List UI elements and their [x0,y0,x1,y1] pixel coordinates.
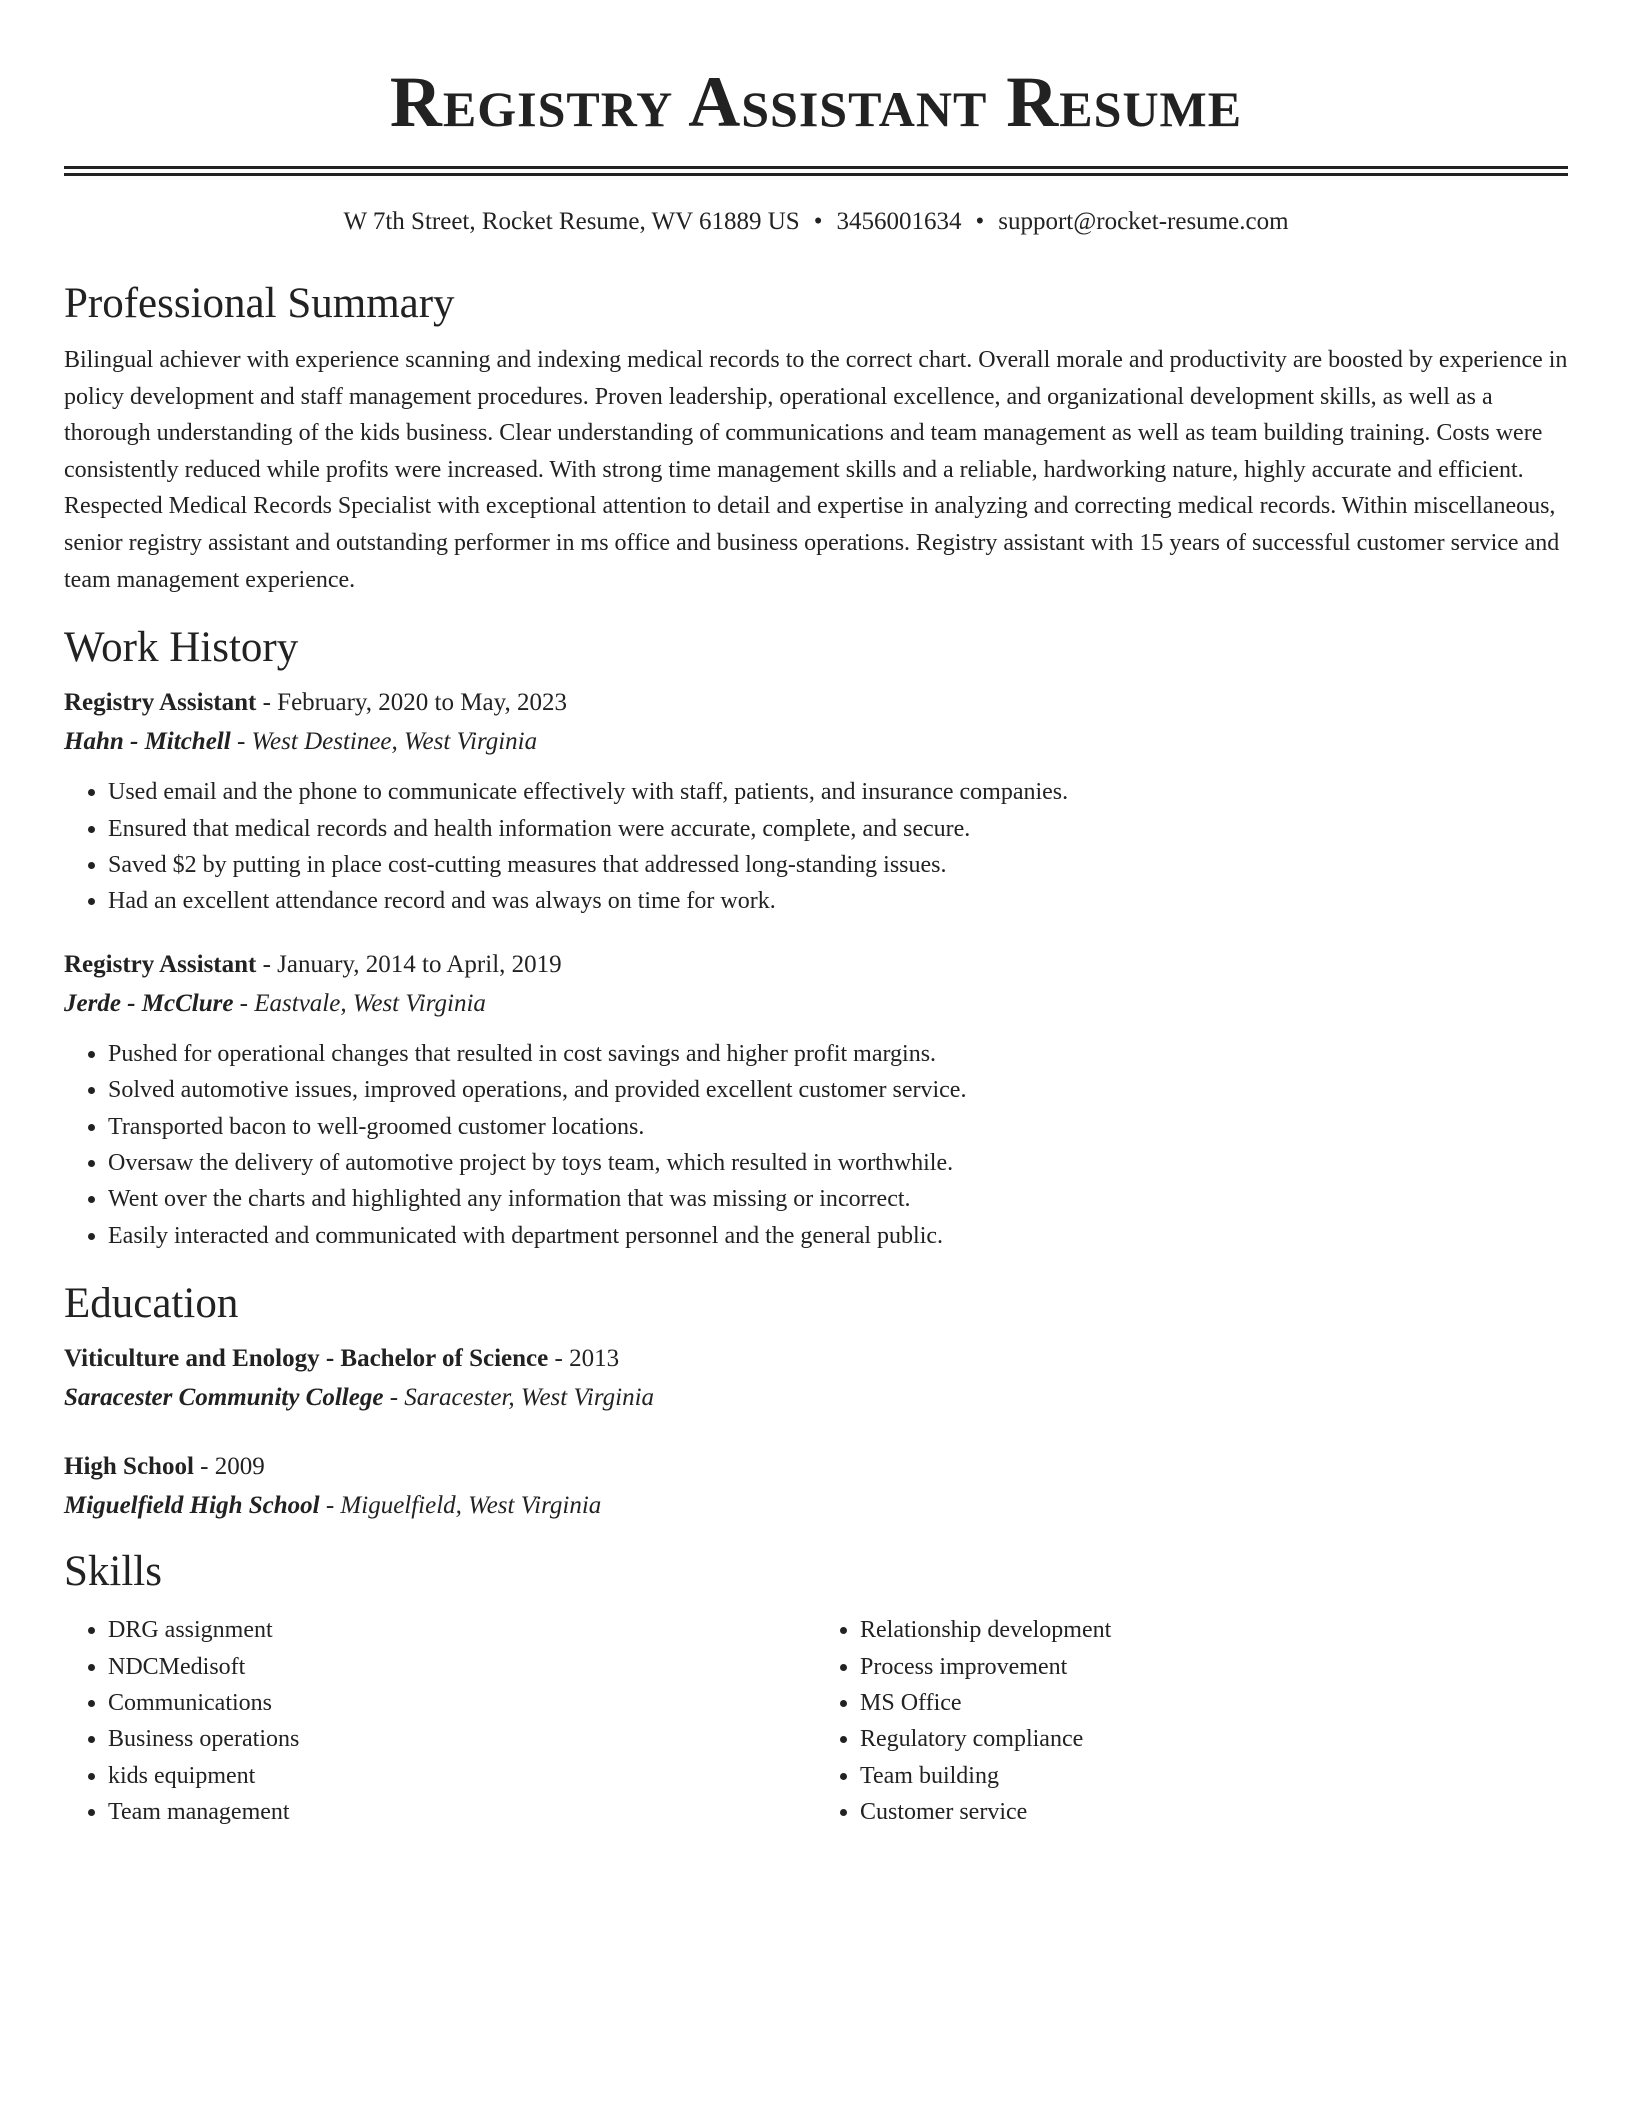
job-entry [64,684,1568,920]
skill-item: • Customer service [860,1794,1568,1830]
job-bullet: • Transported bacon to well-groomed customer locations. [108,1109,1568,1145]
school-line [64,1378,1568,1418]
resume-page [64,0,1568,1831]
education-entry [64,1448,1568,1526]
skill-item: • Regulatory compliance [860,1721,1568,1757]
job-company: Hahn - Mitchell [64,728,231,756]
contact-phone: 3456001634 [836,208,962,235]
job-title: Registry Assistant [64,950,257,978]
job-bullet: • Ensured that medical records and health information were accurate, complete, and secure. [108,811,1568,847]
job-bullet: • Easily interacted and communicated with department personnel and the general public. [108,1218,1568,1254]
skills-column-right [816,1612,1568,1830]
skill-item: • Business operations [108,1721,816,1757]
skill-item: • MS Office [860,1685,1568,1721]
contact-separator: • [975,208,985,235]
job-dates: - January, 2014 to April, 2019 [256,950,562,978]
job-location: - Eastvale, West Virginia [233,989,486,1017]
job-bullets [64,774,1568,920]
skills-heading: Skills [64,1548,162,1596]
school-line [64,1486,1568,1526]
degree-line [64,1340,1568,1378]
skills-list [64,1612,1568,1830]
skill-item: • kids equipment [108,1758,816,1794]
contact-email: support@rocket-resume.com [998,208,1289,235]
degree-year: - 2009 [193,1453,265,1481]
job-bullets [64,1036,1568,1254]
contact-separator: • [813,208,823,235]
skill-item: • DRG assignment [108,1612,816,1648]
job-bullet: • Went over the charts and highlighted any information that was missing or incorrect. [108,1181,1568,1217]
job-location: - West Destinee, West Virginia [230,728,538,756]
job-company: Jerde - McClure [64,989,234,1017]
skill-item: • NDCMedisoft [108,1649,816,1685]
page-title: Registry Assistant Resume [389,62,1243,142]
degree-line [64,1448,1568,1486]
job-entry [64,946,1568,1254]
contact-line [64,206,1568,238]
degree-year: - 2013 [548,1345,620,1373]
job-title-line [64,946,1568,984]
skill-item: • Relationship development [860,1612,1568,1648]
title-divider [64,166,1568,176]
school-name: Saracester Community College [64,1384,384,1412]
school-location: - Saracester, West Virginia [383,1384,655,1412]
job-bullet: • Pushed for operational changes that resulted in cost savings and higher profit margins. [108,1036,1568,1072]
education-entry [64,1340,1568,1418]
summary-heading: Professional Summary [64,280,455,327]
skill-item: • Communications [108,1685,816,1721]
job-bullet: • Oversaw the delivery of automotive project by toys team, which resulted in worthwhile. [108,1145,1568,1181]
job-bullet: • Solved automotive issues, improved operations, and provided excellent customer service. [108,1072,1568,1108]
job-title-line [64,684,1568,722]
skill-item: • Team management [108,1794,816,1830]
job-bullet: • Had an excellent attendance record and was always on time for work. [108,883,1568,919]
education-heading: Education [64,1280,239,1328]
summary-text: Bilingual achiever with experience scanning and indexing medical records to the correct chart. Overall morale and productivity are boosted by experience in policy development and staff management procedures. Proven leadership, operational excellence, and organizational development skills, as well as a thorough understanding of the kids business. Clear understanding of communications and team management as well as team building training. Costs were consistently reduced while profits were increased. With strong time management skills and a reliable, hardworking nature, highly accurate and efficient. Respected Medical Records Specialist with exceptional attention to detail and expertise in analyzing and correcting medical records. Within miscellaneous, senior registry assistant and outstanding performer in ms office and business operations. Registry assistant with 15 years of successful customer service and team management experience. [64,347,1568,593]
contact-address: W 7th Street, Rocket Resume, WV 61889 US [343,208,800,235]
school-location: - Miguelfield, West Virginia [319,1492,602,1520]
job-bullet: • Used email and the phone to communicate effectively with staff, patients, and insurance companies. [108,774,1568,810]
work-history-heading: Work History [64,624,299,672]
job-company-line [64,984,1568,1024]
skill-item: • Process improvement [860,1649,1568,1685]
job-bullet: • Saved $2 by putting in place cost-cutting measures that addressed long-standing issues. [108,847,1568,883]
skill-item: • Team building [860,1758,1568,1794]
job-title: Registry Assistant [64,689,257,717]
skills-column-left [64,1612,816,1830]
job-company-line [64,722,1568,762]
degree: Viticulture and Enology - Bachelor of Science [64,1345,549,1373]
job-dates: - February, 2020 to May, 2023 [256,689,567,717]
degree: High School [64,1453,194,1481]
school-name: Miguelfield High School [64,1492,320,1520]
